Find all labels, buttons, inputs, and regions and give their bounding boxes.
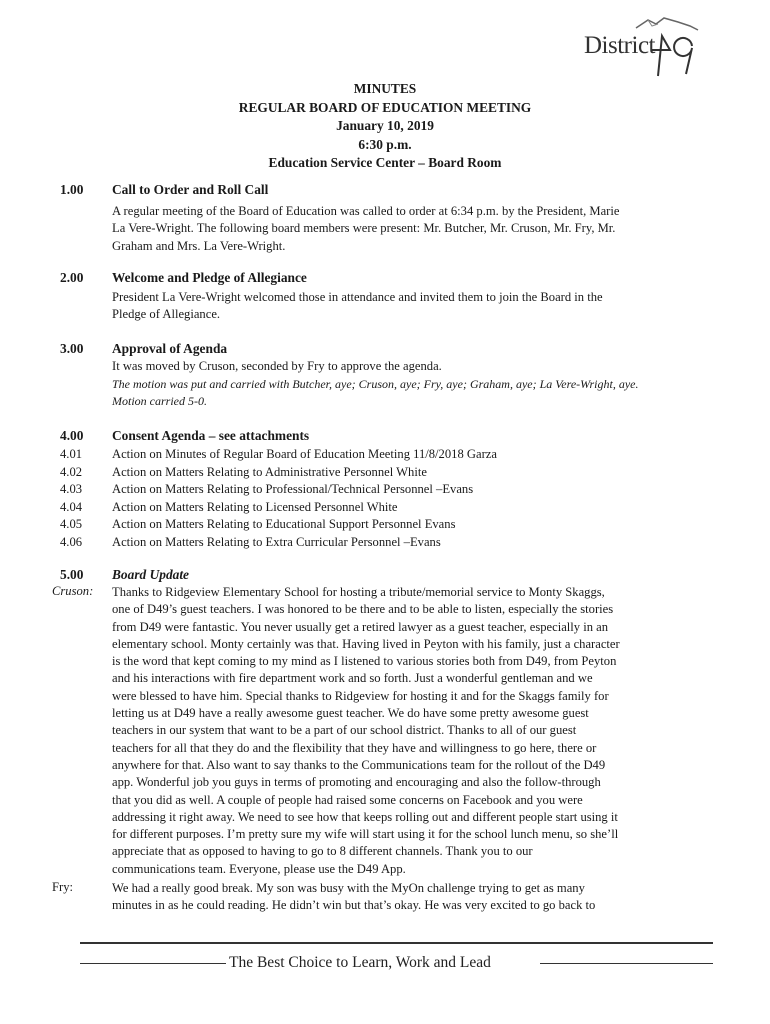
cruson-remarks: [112, 584, 702, 878]
header-location: Education Service Center – Board Room: [268, 155, 502, 170]
section-title: Call to Order and Roll Call: [112, 182, 269, 197]
list-item: [60, 481, 497, 499]
section-body: [112, 289, 702, 324]
body-line: Graham and Mrs. La Vere-Wright.: [112, 238, 286, 253]
body-line: from D49 were fantastic. You never usually get a retired lawyer as a guest teacher, especially in an: [112, 619, 609, 634]
item-number: 4.05: [60, 517, 83, 531]
header-minutes: MINUTES: [353, 81, 417, 96]
list-item: [60, 534, 497, 552]
body-line: that you did as well. A couple of people had raised some concerns on Facebook and you were: [112, 792, 583, 807]
section-number: 2.00: [60, 270, 84, 285]
footer-tagline: The Best Choice to Learn, Work and Lead: [229, 954, 491, 971]
section-title: Consent Agenda – see attachments: [112, 428, 310, 443]
body-line: teachers for all that they do and the flexibility that they have and willingness to go here, there or: [112, 740, 597, 755]
section-number: 5.00: [60, 567, 84, 582]
item-text: Action on Matters Relating to Licensed Personnel White: [112, 499, 398, 514]
list-item: [60, 499, 497, 517]
section-title: Approval of Agenda: [112, 341, 228, 356]
item-number: 4.06: [60, 534, 83, 549]
section-number: 3.00: [60, 341, 84, 356]
motion-line: The motion was put and carried with Butcher, aye; Cruson, aye; Fry, aye; Graham, aye; La Vere-Wright, aye.: [112, 377, 639, 391]
body-line: were blessed to have him. Special thanks to Ridgeview for hosting it and for the Skaggs family for: [112, 688, 609, 703]
section-number: 1.00: [60, 182, 84, 197]
body-line: appreciate that as opposed to having to go to 8 different channels. Thank you to our: [112, 844, 533, 859]
speaker-label: Cruson:: [52, 584, 94, 598]
section-title: Welcome and Pledge of Allegiance: [112, 270, 307, 285]
item-number: 4.03: [60, 482, 83, 496]
list-item: [60, 464, 497, 482]
footer-divider: [80, 942, 713, 944]
header-meeting-type: REGULAR BOARD OF EDUCATION MEETING: [238, 99, 532, 115]
body-line: one of D49’s guest teachers. I was honored to be there and to be able to listen, especially the stories: [112, 602, 614, 617]
body-line: President La Vere-Wright welcomed those in attendance and invited them to join the Board in the: [112, 290, 603, 304]
list-item: [60, 516, 497, 534]
item-text: Action on Matters Relating to Extra Curricular Personnel –Evans: [112, 534, 441, 549]
item-number: 4.01: [60, 447, 83, 461]
speaker-label: Fry:: [52, 880, 73, 894]
item-number: 4.04: [60, 499, 83, 514]
logo-text: District: [584, 32, 655, 59]
header-date: January 10, 2019: [336, 118, 434, 133]
item-text: Action on Matters Relating to Administrative Personnel White: [112, 464, 427, 479]
body-line: is the word that kept coming to my mind as I listened to various stories both from D49, from Peyton: [112, 654, 617, 669]
fry-remarks: [112, 880, 702, 915]
body-line: minutes in as he could reading. He didn’t win but that’s okay. He was very excited to go back to: [112, 898, 596, 913]
body-line: A regular meeting of the Board of Education was called to order at 6:34 p.m. by the President, Marie: [112, 204, 620, 218]
body-line: La Vere-Wright. The following board members were present: Mr. Butcher, Mr. Cruson, Mr. Fry, Mr.: [112, 221, 616, 236]
body-line: elementary school. Monty certainly was that. Having lived in Peyton with his family, just a character: [112, 636, 620, 651]
section-body: [112, 203, 702, 255]
motion-line: Motion carried 5-0.: [112, 394, 207, 409]
section-number: 4.00: [60, 428, 84, 443]
section-title: Board Update: [112, 567, 189, 582]
body-line: We had a really good break. My son was busy with the MyOn challenge trying to get as many: [112, 881, 585, 895]
list-item: [60, 446, 497, 464]
item-text: Action on Matters Relating to Professional/Technical Personnel –Evans: [112, 482, 474, 496]
body-line: Thanks to Ridgeview Elementary School for hosting a tribute/memorial service to Monty Skaggs,: [112, 585, 605, 599]
body-line: anywhere for that. Also want to say thanks to the Communications team for the rollout of the D49: [112, 757, 606, 772]
body-line: app. Wonderful job you guys in terms of promoting and encouraging and also the follow-through: [112, 775, 601, 790]
consent-agenda-list: [60, 446, 497, 551]
footer-right-line: [540, 963, 713, 964]
motion-text: [112, 376, 702, 411]
header-time: 6:30 p.m.: [358, 136, 412, 152]
body-line: for different purposes. I’m pretty sure my wife will start using it for the school lunch menu, so she’ll: [112, 827, 619, 842]
district-49-logo: [578, 16, 718, 82]
body-line: and his interactions with fire department work and so forth. Just a wonderful gentleman and we: [112, 671, 593, 686]
item-number: 4.02: [60, 464, 83, 479]
section-body: [112, 358, 702, 375]
body-line: teachers in our system that want to be a part of our school district. Thanks to all of our guest: [112, 723, 577, 738]
item-text: Action on Minutes of Regular Board of Education Meeting 11/8/2018 Garza: [112, 447, 497, 461]
body-line: It was moved by Cruson, seconded by Fry to approve the agenda.: [112, 359, 442, 373]
footer-left-line: [80, 963, 226, 964]
item-text: Action on Matters Relating to Educational Support Personnel Evans: [112, 517, 456, 531]
body-line: addressing it right away. We need to see how that keeps rolling out and different people start using it: [112, 809, 618, 824]
body-line: communications team. Everyone, please use the D49 App.: [112, 861, 406, 876]
body-line: letting us at D49 have a really awesome guest teacher. We do have some pretty awesome guest: [112, 706, 589, 721]
document-header: [0, 80, 770, 173]
body-line: Pledge of Allegiance.: [112, 307, 221, 322]
